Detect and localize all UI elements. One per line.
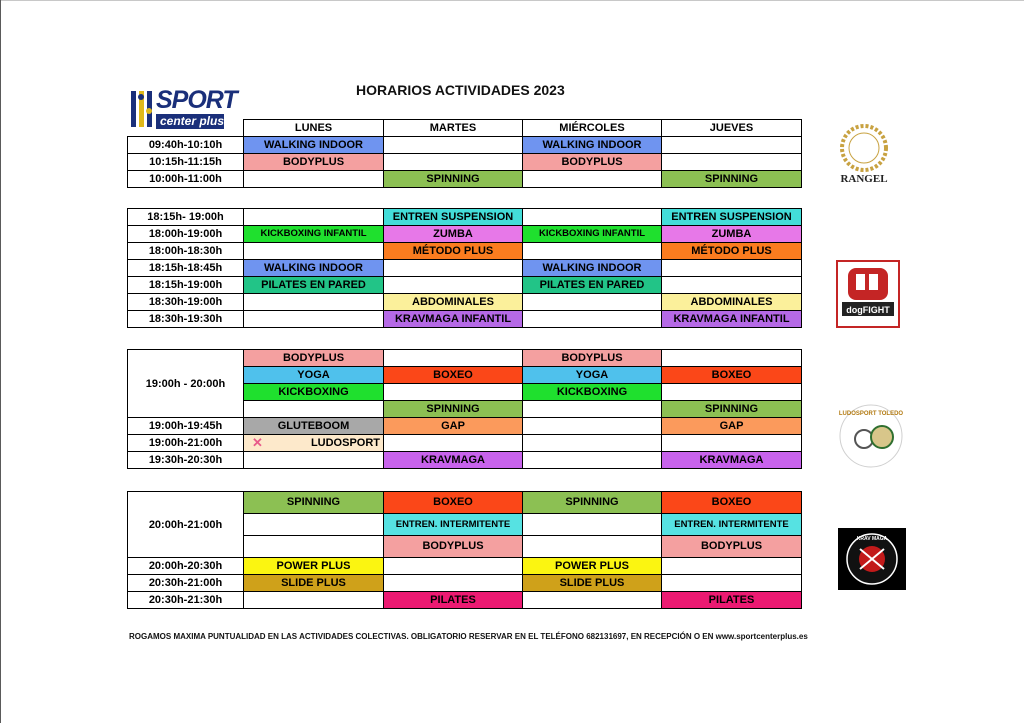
time-cell: 10:00h-11:00h — [128, 171, 244, 188]
table-row — [128, 492, 802, 514]
empty-cell-martes — [384, 384, 523, 401]
empty-cell-miercoles — [523, 243, 662, 260]
activity-cell-walking-indoor: WALKING INDOOR — [244, 260, 384, 277]
krav-maga-logo-text: KRAV MAGA — [856, 536, 888, 542]
table-row — [128, 277, 802, 294]
time-cell: 19:00h-21:00h — [128, 435, 244, 452]
time-cell: 18:15h-19:00h — [128, 277, 244, 294]
empty-cell-jueves — [662, 154, 802, 171]
activity-cell-bodyplus: BODYPLUS — [244, 350, 384, 367]
empty-cell-miercoles — [523, 592, 662, 609]
table-row — [128, 592, 802, 609]
time-cell: 20:00h-20:30h — [128, 558, 244, 575]
ludosport-toledo-logo — [838, 403, 904, 469]
logo-text-sport: SPORT — [156, 86, 237, 114]
schedule-table-evening — [127, 349, 802, 469]
empty-cell-martes — [384, 435, 523, 452]
activity-cell-boxeo: BOXEO — [384, 367, 523, 384]
empty-cell-miercoles — [523, 435, 662, 452]
activity-cell-metodo-plus: MÉTODO PLUS — [662, 243, 802, 260]
activity-cell-kickboxing: KICKBOXING — [244, 384, 384, 401]
empty-cell-jueves — [662, 384, 802, 401]
empty-cell-lunes — [244, 536, 384, 558]
empty-cell-jueves — [662, 137, 802, 154]
activity-cell-walking-indoor: WALKING INDOOR — [244, 137, 384, 154]
empty-cell-jueves — [662, 575, 802, 592]
activity-cell-kickboxing: KICKBOXING — [523, 384, 662, 401]
dogfight-logo-text: dogFIGHT — [846, 305, 890, 315]
empty-cell-jueves — [662, 350, 802, 367]
activity-cell-bodyplus: BODYPLUS — [523, 350, 662, 367]
activity-cell-power-plus: POWER PLUS — [523, 558, 662, 575]
page-left-border — [0, 0, 1, 723]
table-row — [128, 418, 802, 435]
rangel-logo — [838, 122, 890, 186]
table-row — [128, 558, 802, 575]
table-row — [128, 137, 802, 154]
time-cell: 10:15h-11:15h — [128, 154, 244, 171]
empty-cell-martes — [384, 154, 523, 171]
time-cell: 18:15h- 19:00h — [128, 209, 244, 226]
activity-cell-metodo-plus: MÉTODO PLUS — [384, 243, 523, 260]
time-cell: 09:40h-10:10h — [128, 137, 244, 154]
krav-maga-logo — [838, 528, 906, 590]
activity-cell-power-plus: POWER PLUS — [244, 558, 384, 575]
table-row — [128, 435, 802, 452]
activity-cell-spinning: SPINNING — [384, 401, 523, 418]
activity-cell-yoga: YOGA — [244, 367, 384, 384]
time-cell: 18:30h-19:00h — [128, 294, 244, 311]
schedule-table-morning — [127, 119, 802, 188]
empty-cell-martes — [384, 277, 523, 294]
empty-cell-miercoles — [523, 401, 662, 418]
activity-cell-abdominales: ABDOMINALES — [662, 294, 802, 311]
activity-cell-entren-intermitente: ENTREN. INTERMITENTE — [662, 514, 802, 536]
empty-cell-lunes — [244, 209, 384, 226]
activity-cell-boxeo: BOXEO — [662, 367, 802, 384]
activity-cell-entren-intermitente: ENTREN. INTERMITENTE — [384, 514, 523, 536]
dogfight-logo — [836, 260, 900, 328]
activity-cell-entren-suspension: ENTREN SUSPENSION — [384, 209, 523, 226]
activity-cell-yoga: YOGA — [523, 367, 662, 384]
table-row — [128, 452, 802, 469]
empty-cell-miercoles — [523, 209, 662, 226]
table-row — [128, 294, 802, 311]
time-cell: 19:30h-20:30h — [128, 452, 244, 469]
empty-cell-miercoles — [523, 311, 662, 328]
empty-cell-martes — [384, 260, 523, 277]
activity-cell-pilates-en-pared: PILATES EN PARED — [244, 277, 384, 294]
activity-cell-gluteboom: GLUTEBOOM — [244, 418, 384, 435]
table-row — [128, 350, 802, 367]
activity-cell-bodyplus: BODYPLUS — [384, 536, 523, 558]
table-row — [128, 311, 802, 328]
activity-cell-walking-indoor: WALKING INDOOR — [523, 260, 662, 277]
table-row — [128, 260, 802, 277]
time-cell: 20:30h-21:00h — [128, 575, 244, 592]
day-header-miercoles: MIÉRCOLES — [523, 120, 662, 137]
header-corner — [128, 120, 244, 137]
page-title: HORARIOS ACTIVIDADES 2023 — [356, 82, 565, 98]
activity-cell-abdominales: ABDOMINALES — [384, 294, 523, 311]
ludosport-logo-text: LUDOSPORT TOLEDO — [838, 411, 904, 417]
activity-cell-kickboxing-infantil: KICKBOXING INFANTIL — [523, 226, 662, 243]
time-cell: 20:00h-21:00h — [128, 492, 244, 558]
empty-cell-lunes — [244, 171, 384, 188]
logo-text-center-plus: center plus — [160, 114, 225, 128]
activity-cell-bodyplus: BODYPLUS — [244, 154, 384, 171]
empty-cell-jueves — [662, 558, 802, 575]
empty-cell-jueves — [662, 435, 802, 452]
empty-cell-lunes — [244, 452, 384, 469]
empty-cell-martes — [384, 558, 523, 575]
empty-cell-martes — [384, 350, 523, 367]
empty-cell-miercoles — [523, 171, 662, 188]
empty-cell-lunes — [244, 294, 384, 311]
empty-cell-miercoles — [523, 452, 662, 469]
activity-cell-kravmaga: KRAVMAGA — [384, 452, 523, 469]
table-row — [128, 243, 802, 260]
activity-cell-bodyplus: BODYPLUS — [662, 536, 802, 558]
activity-cell-boxeo: BOXEO — [384, 492, 523, 514]
lightsaber-icon: ✕ — [252, 435, 263, 450]
table-row — [128, 226, 802, 243]
activity-cell-spinning: SPINNING — [662, 401, 802, 418]
activity-cell-spinning: SPINNING — [523, 492, 662, 514]
table-row — [128, 209, 802, 226]
activity-cell-slide-plus: SLIDE PLUS — [523, 575, 662, 592]
activity-cell-entren-suspension: ENTREN SUSPENSION — [662, 209, 802, 226]
activity-cell-kravmaga: KRAVMAGA — [662, 452, 802, 469]
time-cell: 18:00h-18:30h — [128, 243, 244, 260]
activity-cell-spinning: SPINNING — [662, 171, 802, 188]
activity-cell-gap: GAP — [662, 418, 802, 435]
activity-cell-pilates-en-pared: PILATES EN PARED — [523, 277, 662, 294]
activity-cell-gap: GAP — [384, 418, 523, 435]
activity-cell-spinning: SPINNING — [244, 492, 384, 514]
activity-cell-spinning: SPINNING — [384, 171, 523, 188]
table-row — [128, 154, 802, 171]
day-header-martes: MARTES — [384, 120, 523, 137]
time-cell: 20:30h-21:30h — [128, 592, 244, 609]
empty-cell-miercoles — [523, 536, 662, 558]
activity-cell-zumba: ZUMBA — [384, 226, 523, 243]
time-cell: 18:00h-19:00h — [128, 226, 244, 243]
empty-cell-lunes — [244, 401, 384, 418]
empty-cell-jueves — [662, 260, 802, 277]
activity-cell-kravmaga-infantil: KRAVMAGA INFANTIL — [384, 311, 523, 328]
activity-cell-ludosport: LUDOSPORT ✕ — [244, 435, 384, 452]
time-cell: 19:00h - 20:00h — [128, 350, 244, 418]
day-header-jueves: JUEVES — [662, 120, 802, 137]
footer-note: ROGAMOS MAXIMA PUNTUALIDAD EN LAS ACTIVIDADES COLECTIVAS. OBLIGATORIO RESERVAR EN EL TELÉFONO 682131697, EN RECEPCIÓN O EN www.sportcenterplus.es — [129, 632, 808, 641]
activity-cell-kickboxing-infantil: KICKBOXING INFANTIL — [244, 226, 384, 243]
activity-cell-kravmaga-infantil: KRAVMAGA INFANTIL — [662, 311, 802, 328]
empty-cell-lunes — [244, 592, 384, 609]
rangel-logo-text: RANGEL — [840, 173, 888, 185]
activity-cell-pilates: PILATES — [662, 592, 802, 609]
empty-cell-martes — [384, 137, 523, 154]
activity-cell-slide-plus: SLIDE PLUS — [244, 575, 384, 592]
activity-cell-pilates: PILATES — [384, 592, 523, 609]
page-top-border — [0, 0, 1024, 1]
activity-cell-bodyplus: BODYPLUS — [523, 154, 662, 171]
table-row — [128, 171, 802, 188]
day-header-lunes: LUNES — [244, 120, 384, 137]
empty-cell-lunes — [244, 311, 384, 328]
empty-cell-martes — [384, 575, 523, 592]
schedule-table-afternoon — [127, 208, 802, 328]
schedule-table-night — [127, 491, 802, 609]
activity-cell-zumba: ZUMBA — [662, 226, 802, 243]
time-cell: 18:15h-18:45h — [128, 260, 244, 277]
activity-cell-boxeo: BOXEO — [662, 492, 802, 514]
activity-cell-walking-indoor: WALKING INDOOR — [523, 137, 662, 154]
time-cell: 18:30h-19:30h — [128, 311, 244, 328]
empty-cell-miercoles — [523, 514, 662, 536]
empty-cell-lunes — [244, 243, 384, 260]
time-cell: 19:00h-19:45h — [128, 418, 244, 435]
table-row — [128, 575, 802, 592]
empty-cell-miercoles — [523, 418, 662, 435]
empty-cell-miercoles — [523, 294, 662, 311]
empty-cell-lunes — [244, 514, 384, 536]
empty-cell-jueves — [662, 277, 802, 294]
